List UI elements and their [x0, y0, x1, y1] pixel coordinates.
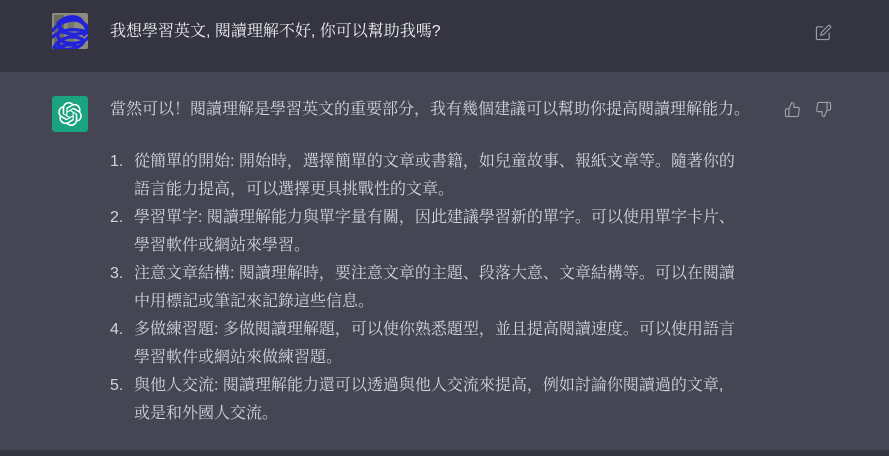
thumbs-down-button[interactable]	[815, 100, 833, 118]
list-item-text: 從簡單的開始: 開始時，選擇簡單的文章或書籍，如兒童故事、報紙文章等。隨著你的語言能力提高，可以選擇更具挑戰性的文章。	[134, 153, 735, 198]
assistant-message-actions	[784, 96, 833, 118]
user-message-actions	[815, 13, 833, 41]
user-message-text: 我想學習英文, 閱讀理解不好, 你可以幫助我嗎?	[110, 23, 441, 40]
assistant-message-content	[110, 96, 770, 428]
list-item-text: 與他人交流: 閱讀理解能力還可以透過與他人交流來提高，例如討論你閱讀過的文章,或是和外國人交流。	[134, 377, 724, 422]
list-item-text: 多做練習題: 多做閱讀理解題，可以使你熟悉題型，並且提高閱讀速度。可以使用語言學習軟件或網站來做練習題。	[134, 321, 735, 366]
list-item-number: 4.	[110, 321, 124, 338]
list-item-number: 3.	[110, 265, 124, 282]
thumbs-up-button[interactable]	[784, 100, 802, 118]
user-avatar	[52, 13, 88, 49]
edit-message-button[interactable]	[815, 23, 833, 41]
edit-icon	[815, 24, 832, 41]
scribbled-user-avatar	[52, 13, 88, 49]
list-item	[110, 204, 738, 260]
tips-list	[110, 148, 738, 428]
thumbs-up-icon	[784, 101, 801, 118]
assistant-avatar	[52, 96, 88, 132]
list-item-number: 2.	[110, 209, 124, 226]
list-item	[110, 372, 738, 428]
list-item	[110, 260, 738, 316]
assistant-message-row	[0, 72, 889, 450]
chatgpt-logo-icon	[58, 102, 82, 126]
assistant-intro-text: 當然可以！閱讀理解是學習英文的重要部分，我有幾個建議可以幫助你提高閱讀理解能力。	[110, 101, 751, 118]
list-item	[110, 148, 738, 204]
list-item-text: 注意文章結構: 閱讀理解時，要注意文章的主題、段落大意、文章結構等。可以在閱讀中用標記或筆記來記錄這些信息。	[134, 265, 735, 310]
thumbs-down-icon	[815, 101, 832, 118]
user-message-row	[0, 0, 889, 72]
list-item-text: 學習單字: 閱讀理解能力與單字量有關，因此建議學習新的單字。可以使用單字卡片、學習軟件或網站來學習。	[134, 209, 735, 254]
list-item-number: 1.	[110, 153, 124, 170]
list-item	[110, 316, 738, 372]
list-item-number: 5.	[110, 377, 124, 394]
next-row-edge	[0, 450, 889, 456]
